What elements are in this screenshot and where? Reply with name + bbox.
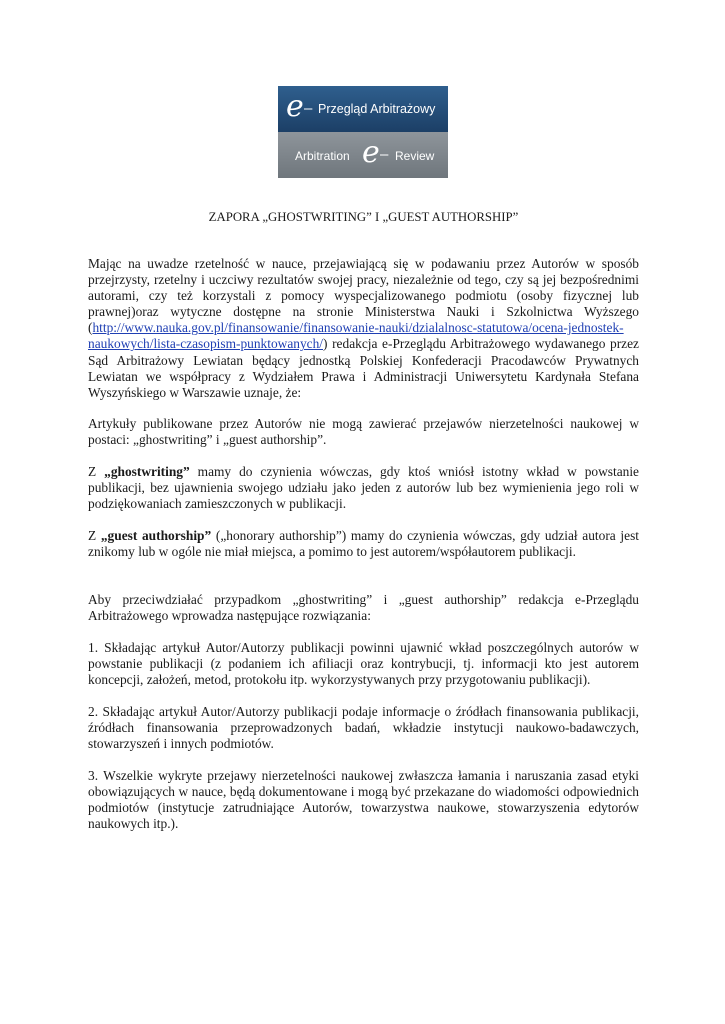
page-title: ZAPORA „GHOSTWRITING” I „GUEST AUTHORSHIP” [208,210,519,224]
paragraph-intro [88,256,639,401]
logo-bottom-band [278,132,448,178]
paragraph-guest-authorship [88,528,639,560]
intro-text-end: ) redakcja e-Przeglądu Arbitrażowego wydawanego przez Sąd Arbitrażowy Lewiatan będący jednostką Polskiej Konfederacji Pracodawców Prywatnych Lewiatan we współpracy z Wydziałem Prawa i Administracji Uniwersytetu Kardynała Stefana Wyszyńskiego w Warszawie uznaje, że: [88,336,639,400]
paragraph-measures-intro: Aby przeciwdziałać przypadkom „ghostwriting” i „guest authorship” redakcja e-Przeglądu Arbitrażowego wprowadza następujące rozwiązania: [88,592,639,624]
logo-title-en-left: Arbitration [295,149,350,163]
guest-authorship-term: „guest authorship” [100,528,212,543]
ghostwriting-term: „ghostwriting” [104,464,190,479]
logo-title-pl: Przegląd Arbitrażowy [318,102,436,116]
paragraph-ghostwriting [88,464,639,512]
logo-top-band [278,86,448,132]
ghostwriting-prefix: Z [88,464,105,479]
logo-dash-2: – [380,146,389,163]
list-item-3: 3. Wszelkie wykryte przejawy nierzetelności naukowej zwłaszcza łamania i naruszania zasad etyki obowiązujących w nauce, będą dokumentowane i mogą być przekazane do wiadomości odpowiednich podmiotów (instytucje zatrudniające Autorów, towarzystwa naukowe, stowarzyszenia edytorów naukowych itp.). [88,768,639,832]
list-item-2: 2. Składając artykuł Autor/Autorzy publikacji podaje informacje o źródłach finansowania publikacji, źródłach finansowania przeprowadzonych badań, wkładzie instytucji naukowo-badawczych, stowarzyszeń i innych podmiotów. [88,704,639,752]
paragraph-statement: Artykuły publikowane przez Autorów nie mogą zawierać przejawów nierzetelności naukowej w postaci: „ghostwriting” i „guest authorship”. [88,416,639,448]
list-item-1: 1. Składając artykuł Autor/Autorzy publikacji powinni ujawnić wkład poszczególnych autorów w powstanie publikacji (z podaniem ich afiliacji oraz kontrybucji, tj. informacji kto jest autorem koncepcji, założeń, metod, protokołu itp. wykorzystywanych przy przygotowaniu publikacji). [88,640,639,688]
logo-title-en-right: Review [395,149,435,163]
guest-prefix: Z [88,528,101,543]
ghostwriting-definition: mamy do czynienia wówczas, gdy ktoś wniósł istotny wkład w powstanie publikacji, bez ujawnienia swojego udziału jako jeden z autorów lub bez wymienienia jego roli w podziękowaniach zamieszczonych w publikacji. [88,464,639,512]
journal-logo [278,86,448,178]
ministry-link[interactable]: http://www.nauka.gov.pl/finansowanie/finansowanie-nauki/dzialalnosc-statutowa/ocena-jednostek-naukowych/lista-czasopism-punktowanych/ [88,320,624,352]
logo-e-letter-2: e [362,135,380,170]
intro-text-start: Mając na uwadze rzetelność w nauce, przejawiającą się w podawaniu przez Autorów w sposób przejrzysty, rzetelny i uczciwy rezultatów swojej pracy, niezależnie od tego, czy są jej bezpośrednimi autorami, czy też korzystali z pomocy wyspecjalizowanego podmiotu (osoby fizycznej lub prawnej)oraz wytyczne dostępne na stronie Ministerstwa Nauki i Szkolnictwa Wyższego ( [88,256,639,336]
guest-authorship-definition: („honorary authorship”) mamy do czynienia wówczas, gdy udział autora jest znikomy lub w ogóle nie miał miejsca, a pomimo to jest autorem/współautorem publikacji. [88,528,640,560]
logo-dash: – [304,100,313,117]
logo-e-letter: e [286,89,304,124]
